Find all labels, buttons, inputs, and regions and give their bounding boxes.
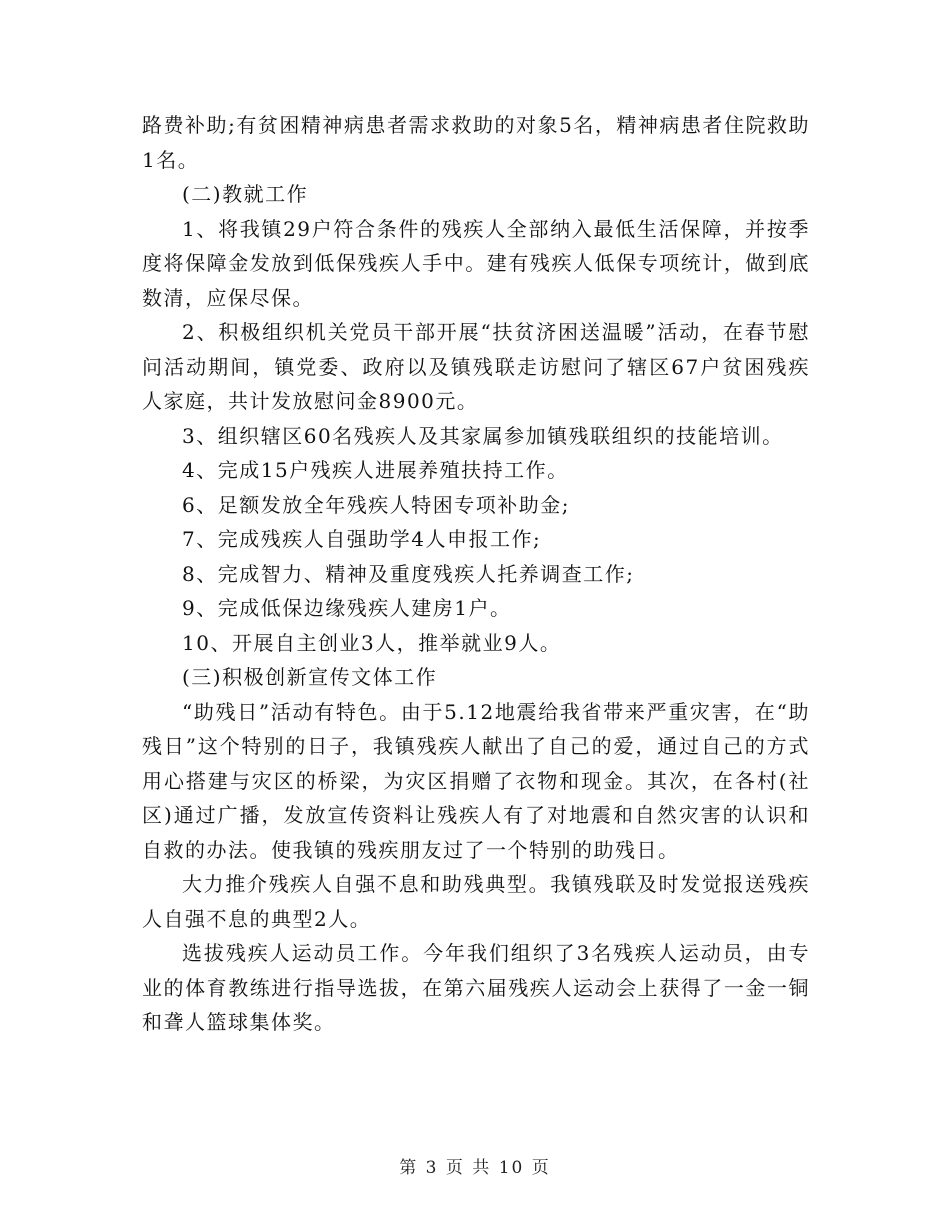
list-item-3: 3、组织辖区60名残疾人及其家属参加镇残联组织的技能培训。 [182,423,784,448]
paragraph-continuation: 路费补助;有贫困精神病患者需求救助的对象5名，精神病患者住院救助1名。 [142,113,810,172]
list-item-4: 4、完成15户残疾人进展养殖扶持工作。 [182,458,569,482]
paragraph-role-models: 大力推介残疾人自强不息和助残典型。我镇残联及时发觉报送残疾人自强不息的典型2人。 [142,872,810,931]
page-number-footer: 第 3 页 共 10 页 [399,1158,551,1178]
list-item-10: 10、开展自主创业3人，推举就业9人。 [182,630,562,655]
section-heading-2: (二)教就工作 [182,182,309,206]
paragraph-athletes: 选拔残疾人运动员工作。今年我们组织了3名残疾人运动员，由专业的体育教练进行指导选拔，在第六届残疾人运动会上获得了一金一铜和聋人篮球集体奖。 [142,941,810,1034]
list-item-9: 9、完成低保边缘残疾人建房1户。 [182,596,512,620]
section-heading-3: (三)积极创新宣传文体工作 [182,665,438,689]
list-item-6: 6、足额发放全年残疾人特困专项补助金; [182,492,570,517]
list-item-1: 1、将我镇29户符合条件的残疾人全部纳入最低生活保障，并按季度将保障金发放到低保残疾人手中。建有残疾人低保专项统计，做到底数清，应保尽保。 [142,216,810,310]
document-body [142,108,810,1040]
list-item-2: 2、积极组织机关党员干部开展“扶贫济困送温暖”活动，在春节慰问活动期间，镇党委、政府以及镇残联走访慰问了辖区67户贫困残疾人家庭，共计发放慰问金8900元。 [142,320,810,413]
list-item-8: 8、完成智力、精神及重度残疾人托养调查工作; [182,561,635,586]
list-item-7: 7、完成残疾人自强助学4人申报工作; [182,527,542,551]
paragraph-disability-day: “助残日”活动有特色。由于5.12地震给我省带来严重灾害，在“助残日”这个特别的日子，我镇残疾人献出了自己的爱，通过自己的方式用心搭建与灾区的桥梁，为灾区捐赠了衣物和现金。其次，在各村(社区)通过广播，发放宣传资料让残疾人有了对地震和自然灾害的认识和自救的办法。使我镇的残疾朋友过了一个特别的助残日。 [142,699,810,862]
